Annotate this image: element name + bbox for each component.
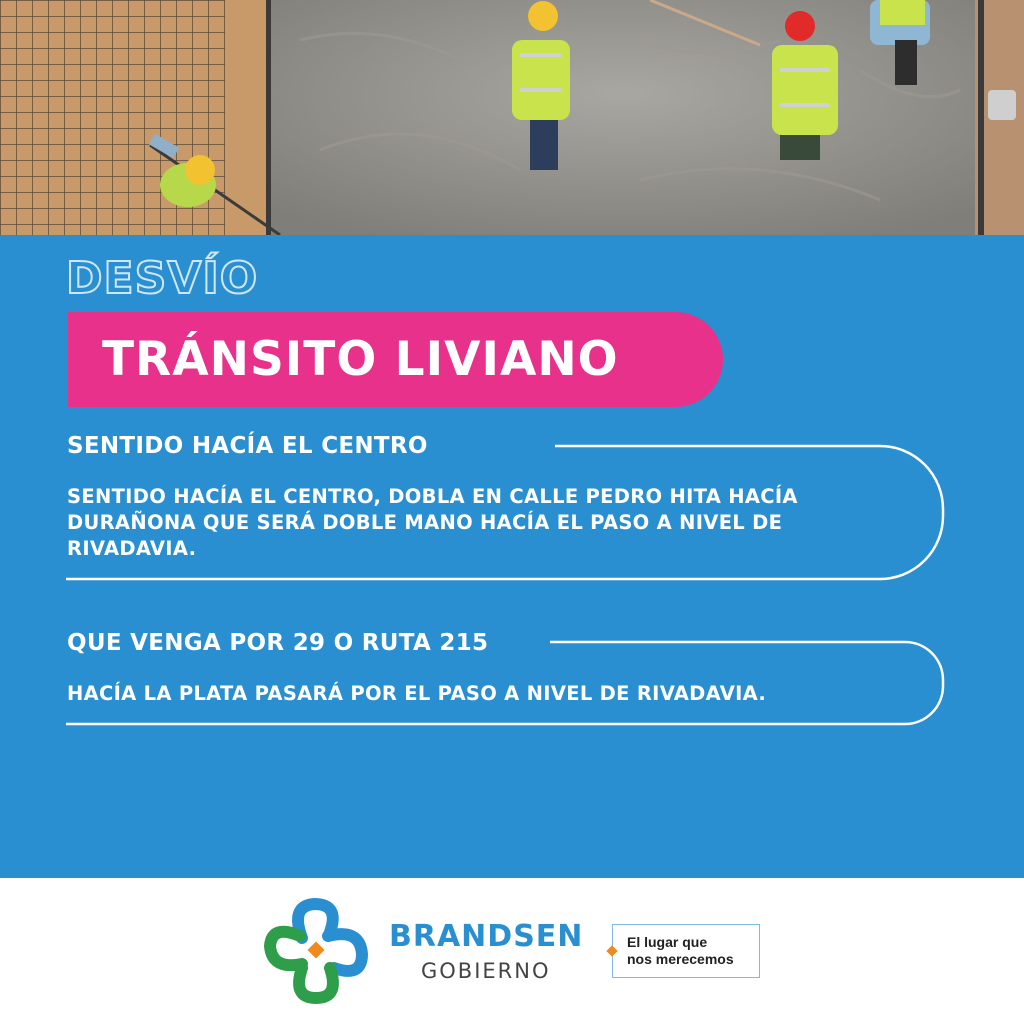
- kicker-title: DESVÍO: [66, 253, 259, 304]
- brand-name: BRANDSEN: [389, 919, 584, 954]
- content-panel: [0, 235, 1024, 878]
- section-2-body: HACÍA LA PLATA PASARÁ POR EL PASO A NIVEL DE RIVADAVIA.: [67, 682, 767, 705]
- main-title: TRÁNSITO LIVIANO: [102, 332, 619, 387]
- brandsen-logo-icon: [262, 898, 372, 1004]
- main-title-pill: [68, 312, 723, 407]
- header-photo: [0, 0, 1024, 235]
- brand-subtitle: GOBIERNO: [421, 959, 551, 983]
- diamond-icon: [606, 945, 617, 956]
- section-1-body: SENTIDO HACÍA EL CENTRO, DOBLA EN CALLE PEDRO HITA HACÍA DURAÑONA QUE SERÁ DOBLE MANO HACÍA EL PASO A NIVEL DE RIVADAVIA.: [67, 485, 798, 560]
- tagline-line-2: nos merecemos: [627, 951, 734, 967]
- footer: [0, 878, 1024, 1024]
- section-2-title: QUE VENGA POR 29 O RUTA 215: [67, 630, 489, 656]
- section-1-title: SENTIDO HACÍA EL CENTRO: [67, 433, 428, 459]
- tagline-line-1: El lugar que: [627, 934, 708, 950]
- tagline: [627, 934, 734, 968]
- tagline-box: [612, 924, 760, 978]
